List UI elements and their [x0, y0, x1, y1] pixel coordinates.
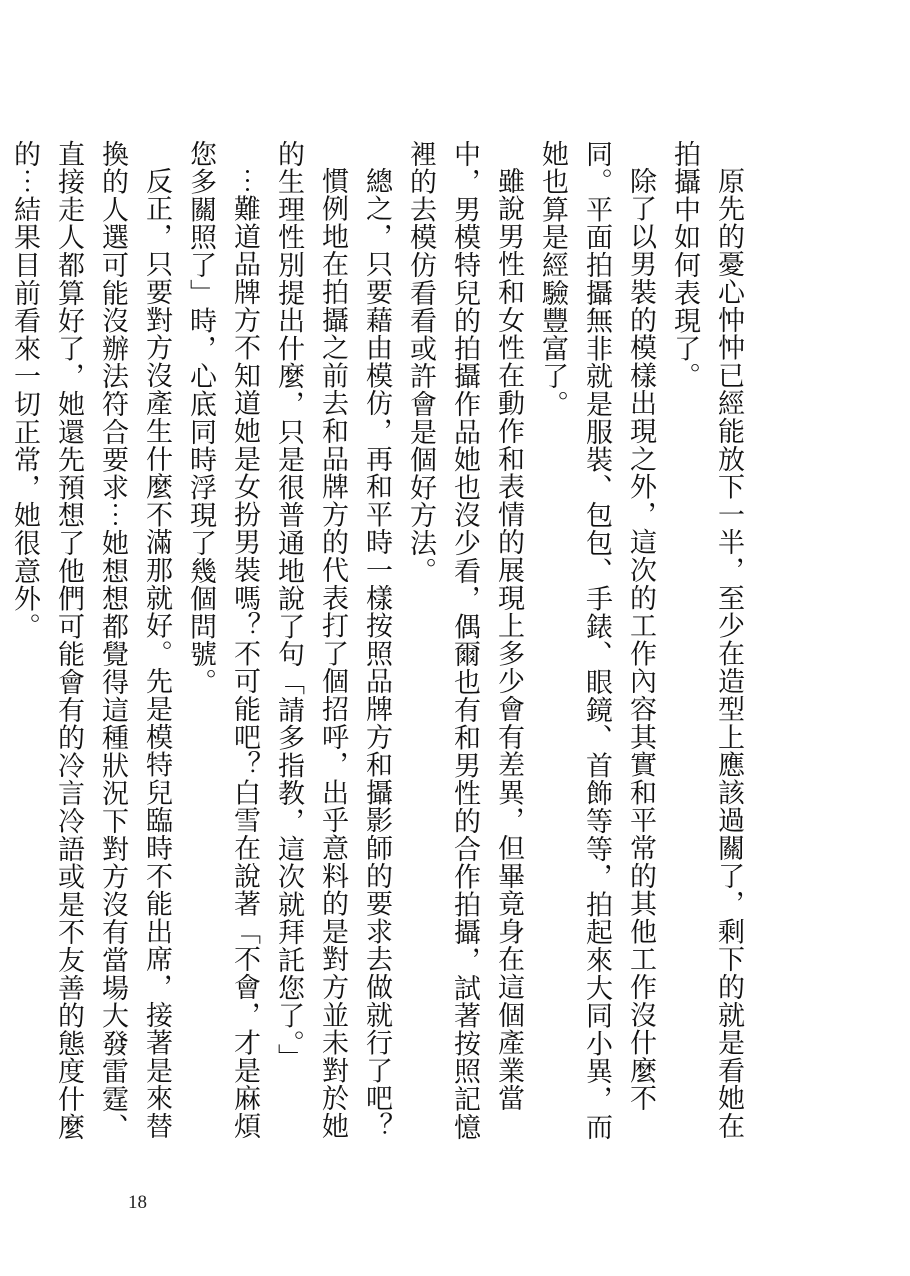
paragraph-8 [0, 140, 2, 1160]
paragraph-3: 雖說男性和女性在動作和表情的展現上多少會有差異，但畢竟身在這個產業當中，男模特兒的拍攝作品她也沒少看，偶爾也有和男性的合作拍攝，試著按照記憶裡的去模仿看看或許會是個好方法。 [405, 140, 524, 1141]
paragraph-5: 慣例地在拍攝之前去和品牌方的代表打了個招呼，出乎意料的是對方並未對於她的生理性別提出什麼，只是很普通地說了句「請多指教，這次就拜託您了。」 [273, 140, 348, 1140]
page-number: 18 [128, 1192, 147, 1213]
vertical-text-body [9, 140, 750, 1160]
paragraph-4: 總之，只要藉由模仿，再和平時一樣按照品牌方和攝影師的要求去做就行了吧？ [361, 167, 392, 1140]
paragraph-1: 原先的憂心忡忡已經能放下一半，至少在造型上應該過關了，剩下的就是看她在拍攝中如何表現了。 [669, 140, 744, 1140]
paragraph-6: ⋯難道品牌方不知道她是女扮男裝嗎？不可能吧？白雪在說著「不會，才是麻煩您多關照了」時，心底同時浮現了幾個問號。 [185, 140, 260, 1140]
paragraph-2: 除了以男裝的模樣出現之外，這次的工作內容其實和平常的其他工作沒什麼不同。平面拍攝無非就是服裝、包包、手錶、眼鏡、首飾等等，拍起來大同小異，而她也算是經驗豐富了。 [537, 140, 656, 1141]
paragraph-7: 反正，只要對方沒產生什麼不滿那就好。先是模特兒臨時不能出席，接著是來替換的人選可能沒辦法符合要求⋯她想想都覺得這種狀況下對方沒有當場大發雷霆、直接走人都算好了，她還先預想了他們可能會有的冷言冷語或是不友善的態度什麼的⋯結果目前看來一切正常，她很意外。 [9, 140, 172, 1141]
